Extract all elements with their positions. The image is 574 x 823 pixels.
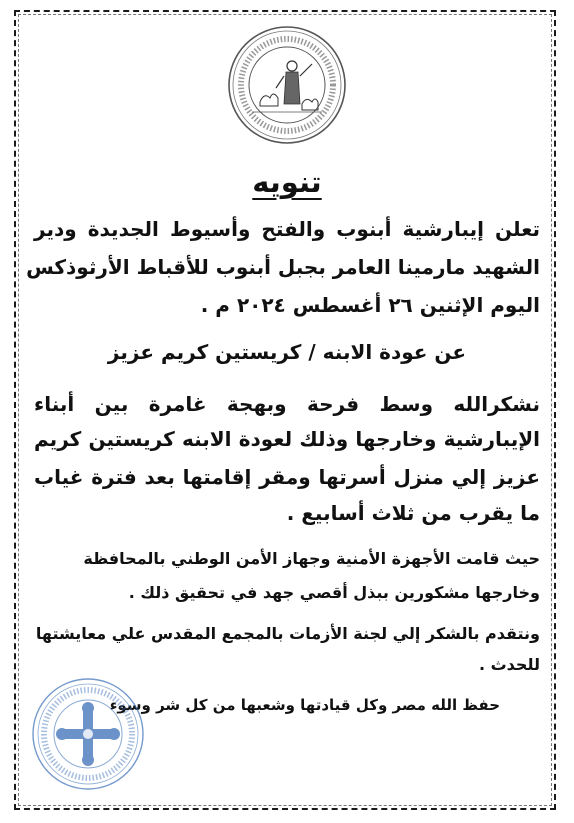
committee-line-2: للحدث . bbox=[478, 655, 540, 674]
coptic-cross-seal-icon bbox=[30, 676, 146, 792]
thanks-line-2: الإيبارشية وخارجها وذلك لعودة الابنه كريستين كريم bbox=[34, 427, 540, 451]
intro-line-2: الشهيد مارمينا العامر بجبل أبنوب للأقباط الأرثوذكس bbox=[26, 255, 540, 279]
thanks-line-4: ما يقرب من ثلاث أسابيع . bbox=[286, 501, 540, 525]
committee-line-1: ونتقدم بالشكر إلي لجنة الأزمات بالمجمع المقدس علي معايشتها bbox=[35, 624, 540, 643]
intro-line-1: تعلن إيبارشية أبنوب والفتح وأسيوط الجديدة ودير bbox=[34, 217, 540, 241]
security-line-1: حيث قامت الأجهزة الأمنية وجهاز الأمن الوطني بالمحافظة bbox=[83, 549, 540, 568]
security-line-2: وخارجها مشكورين ببذل أقصي جهد في تحقيق ذلك . bbox=[128, 583, 540, 602]
closing-line: حفظ الله مصر وكل قيادتها وشعبها من كل شر وسوء bbox=[109, 696, 500, 714]
page-title: تنويه bbox=[252, 165, 322, 199]
thanks-line-1: نشكرالله وسط فرحة وبهجة غامرة بين أبناء bbox=[34, 392, 540, 416]
intro-line-3: اليوم الإثنين ٢٦ أغسطس ٢٠٢٤ م . bbox=[200, 293, 540, 317]
thanks-line-3: عزيز إلي منزل أسرتها ومقر إقامتها بعد فترة غياب bbox=[34, 465, 540, 489]
announcement-document bbox=[26, 0, 540, 823]
subject-heading: عن عودة الابنه / كريستين كريم عزيز bbox=[107, 340, 467, 364]
diocese-seal-icon bbox=[226, 24, 348, 146]
